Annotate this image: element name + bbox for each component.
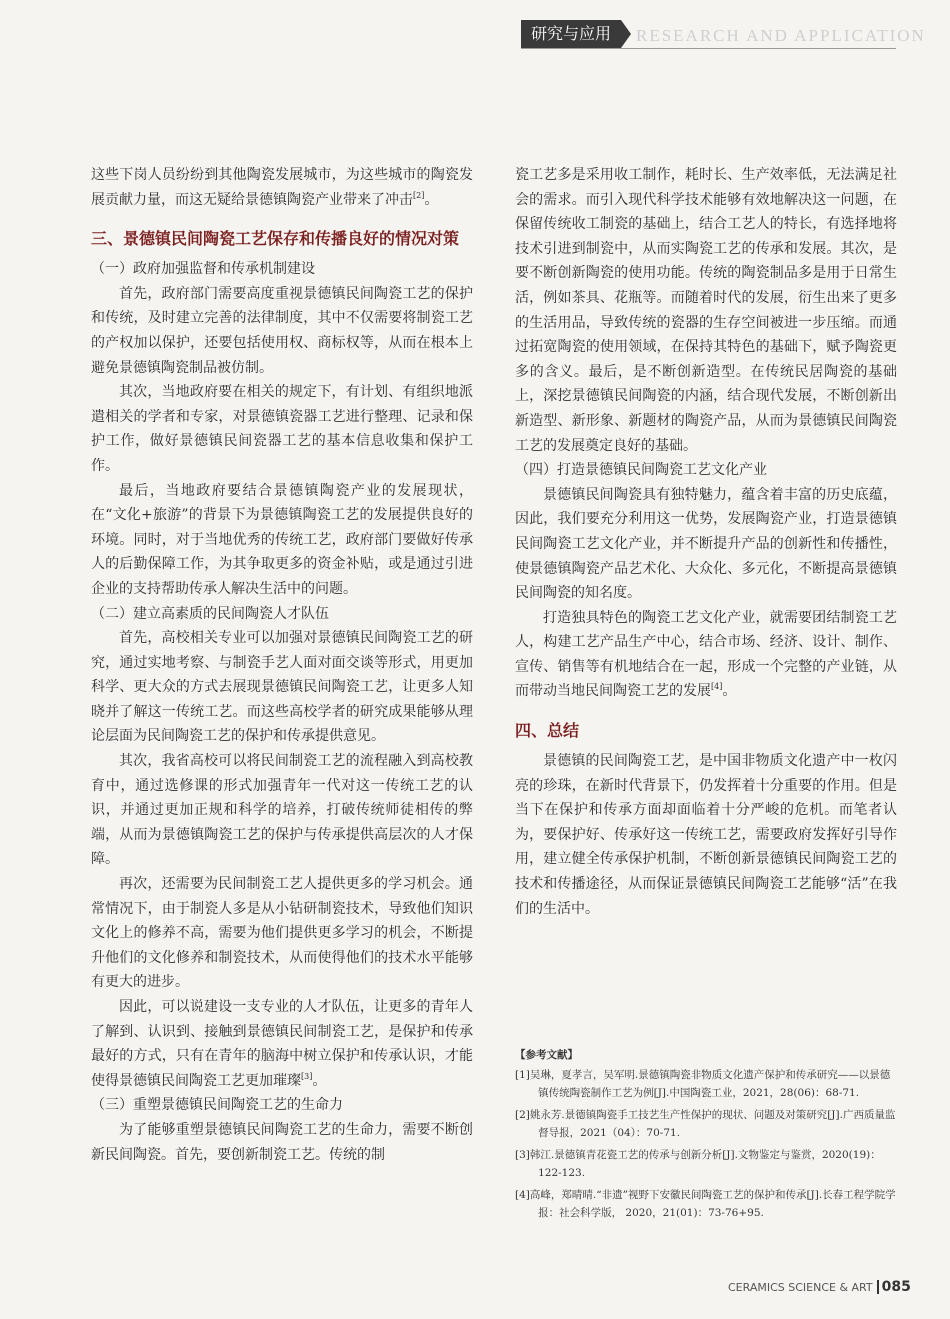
paragraph: 其次，我省高校可以将民间制瓷工艺的流程融入到高校教育中，通过选修课的形式加强青年一代对这一传统工艺的认识，并通过更加正规和科学的培养，打破传统师徒相传的弊端，从而为景德镇陶瓷工艺的保护与传承提供高层次的人才保障。 (91, 753, 473, 868)
section-tag-english: RESEARCH AND APPLICATION (636, 26, 926, 45)
right-column (515, 163, 897, 921)
paragraph: 最后，当地政府要结合景德镇陶瓷产业的发展现状，在“文化+旅游”的背景下为景德镇陶瓷工艺的发展提供良好的环境。同时，对于当地优秀的传统工艺，政府部门要做好传承人的后勤保障工作，为其争取更多的资金补贴，或是通过引进企业的支持帮助传承人解决生活中的问题。 (91, 482, 473, 597)
citation-3: [3] (301, 1071, 313, 1081)
paragraph: 打造独具特色的陶瓷工艺文化产业，就需要团结制瓷工艺人，构建工艺产品生产中心，结合市场、经济、设计、制作、宣传、销售等有机地结合在一起，形成一个完整的产业链，从而带动当地民间陶瓷工艺的发展[4]。 (515, 609, 897, 700)
paragraph: 景德镇民间陶瓷具有独特魅力，蕴含着丰富的历史底蕴，因此，我们要充分利用这一优势，发展陶瓷产业，打造景德镇民间陶瓷工艺文化产业，并不断提升产品的创新性和传播性，使景德镇陶瓷产品艺术化、大众化、多元化，不断提高景德镇民间陶瓷的知名度。 (515, 486, 897, 602)
paragraph: 为了能够重塑景德镇民间陶瓷工艺的生命力，需要不断创新民间陶瓷。首先，要创新制瓷工艺。传统的制 (91, 1121, 473, 1163)
paragraph: 再次，还需要为民间制瓷工艺人提供更多的学习机会。通常情况下，由于制瓷人多是从小钻研制瓷技术，导致他们知识文化上的修养不高，需要为他们提供更多学习的机会，不断提升他们的文化修养和制瓷技术，从而使得他们的技术水平能够有更大的进步。 (91, 876, 473, 991)
page-footer (728, 1279, 911, 1295)
references-title: 【参考文献】 (515, 1049, 578, 1061)
subsection-2-heading: （二）建立高素质的民间陶瓷人才队伍 (91, 605, 329, 622)
citation-2: [2] (413, 190, 425, 200)
reference-item: [1]吴琳，夏孝言，吴军明.景德镇陶瓷非物质文化遗产保护和传承研究——以景德镇传统陶瓷制作工艺为例[J].中国陶瓷工业，2021，28(06)：68-71. (515, 1069, 891, 1099)
paragraph: 景德镇的民间陶瓷工艺，是中国非物质文化遗产中一枚闪亮的珍珠，在新时代背景下，仍发挥着十分重要的作用。但是当下在保护和传承方面却面临着十分严峻的危机。而笔者认为，要保护好、传承好这一传统工艺，需要政府发挥好引导作用，建立健全传承保护机制，不断创新景德镇民间陶瓷工艺的技术和传播途径，从而保证景德镇民间陶瓷工艺能够“活”在我们的生活中。 (515, 753, 897, 917)
section-3-heading: 三、景德镇民间陶瓷工艺保存和传播良好的情况对策 (91, 229, 460, 249)
footer-divider (877, 1280, 879, 1294)
left-column (91, 163, 473, 1167)
citation-4: [4] (711, 682, 723, 692)
header-divider (521, 48, 896, 49)
paragraph: 瓷工艺多是采用收工制作，耗时长、生产效率低，无法满足社会的需求。而引入现代科学技术能够有效地解决这一问题，在保留传统收工制瓷的基础上，结合工艺人的特长，有选择地将技术引进到制瓷中，从而实陶瓷工艺的传承和发展。其次，是要不断创新陶瓷的使用功能。传统的陶瓷制品多是用于日常生活，例如茶具、花瓶等。而随着时代的发展，衍生出来了更多的生活用品，导致传统的瓷器的生存空间被进一步压缩。而通过拓宽陶瓷的使用领域，在保持其特色的基础下，赋予陶瓷更多的含义。最后，是不断创新造型。在传统民居陶瓷的基础上，深挖景德镇民间陶瓷的内涵，结合现代发展，不断创新出新造型、新形象、新题材的陶瓷产品，从而为景德镇民间陶瓷工艺的发展奠定良好的基础。 (515, 167, 897, 454)
subsection-4-heading: （四）打造景德镇民间陶瓷工艺文化产业 (515, 462, 767, 479)
reference-item: [3]韩江.景德镇青花瓷工艺的传承与创新分析[J].文物鉴定与鉴赏，2020(19)：122-123. (515, 1149, 881, 1179)
paragraph: 首先，政府部门需要高度重视景德镇民间陶瓷工艺的保护和传统，及时建立完善的法律制度，其中不仅需要将制瓷工艺的产权加以保护，还要包括使用权、商标权等，从而在根本上避免景德镇陶瓷制品被仿制。 (91, 285, 473, 376)
paragraph: 其次，当地政府要在相关的规定下，有计划、有组织地派遣相关的学者和专家，对景德镇瓷器工艺进行整理、记录和保护工作，做好景德镇民间瓷器工艺的基本信息收集和保护工作。 (91, 384, 473, 474)
reference-item: [2]姚永芳.景德镇陶瓷手工技艺生产性保护的现状、问题及对策研究[J].广西质量监督导报，2021（04）：70-71. (515, 1109, 896, 1139)
intro-paragraph: 这些下岗人员纷纷到其他陶瓷发展城市，为这些城市的陶瓷发展贡献力量，而这无疑给景德镇陶瓷产业带来了冲击[2]。 (91, 167, 473, 208)
section-4-heading: 四、总结 (515, 721, 580, 741)
journal-name: CERAMICS SCIENCE & ART (728, 1281, 873, 1294)
reference-item: [4]高峰，郑晴晴.“非遗”视野下安徽民间陶瓷工艺的保护和传承[J].长春工程学院学报：社会科学版， 2020，21(01)：73-76+95. (515, 1189, 896, 1219)
subsection-1-heading: （一）政府加强监督和传承机制建设 (91, 261, 315, 278)
paragraph: 首先，高校相关专业可以加强对景德镇民间陶瓷工艺的研究，通过实地考察、与制瓷手艺人面对面交谈等形式，用更加科学、更大众的方式去展现景德镇民间陶瓷工艺，让更多人知晓并了解这一传统工艺。而这些高校学者的研究成果能够从理论层面为民间陶瓷工艺的保护和传承提供意见。 (91, 630, 473, 745)
references (515, 1046, 897, 1226)
section-tag: 研究与应用 (521, 20, 621, 48)
section-tag-arrow (621, 20, 631, 48)
subsection-3-heading: （三）重塑景德镇民间陶瓷工艺的生命力 (91, 1097, 343, 1114)
paragraph: 因此，可以说建设一支专业的人才队伍，让更多的青年人了解到、认识到、接触到景德镇民间制瓷工艺，是保护和传承最好的方式，只有在青年的脑海中树立保护和传承认识，才能使得景德镇民间陶瓷工艺更加璀璨[3]。 (91, 999, 473, 1089)
page-number: 085 (881, 1279, 911, 1295)
